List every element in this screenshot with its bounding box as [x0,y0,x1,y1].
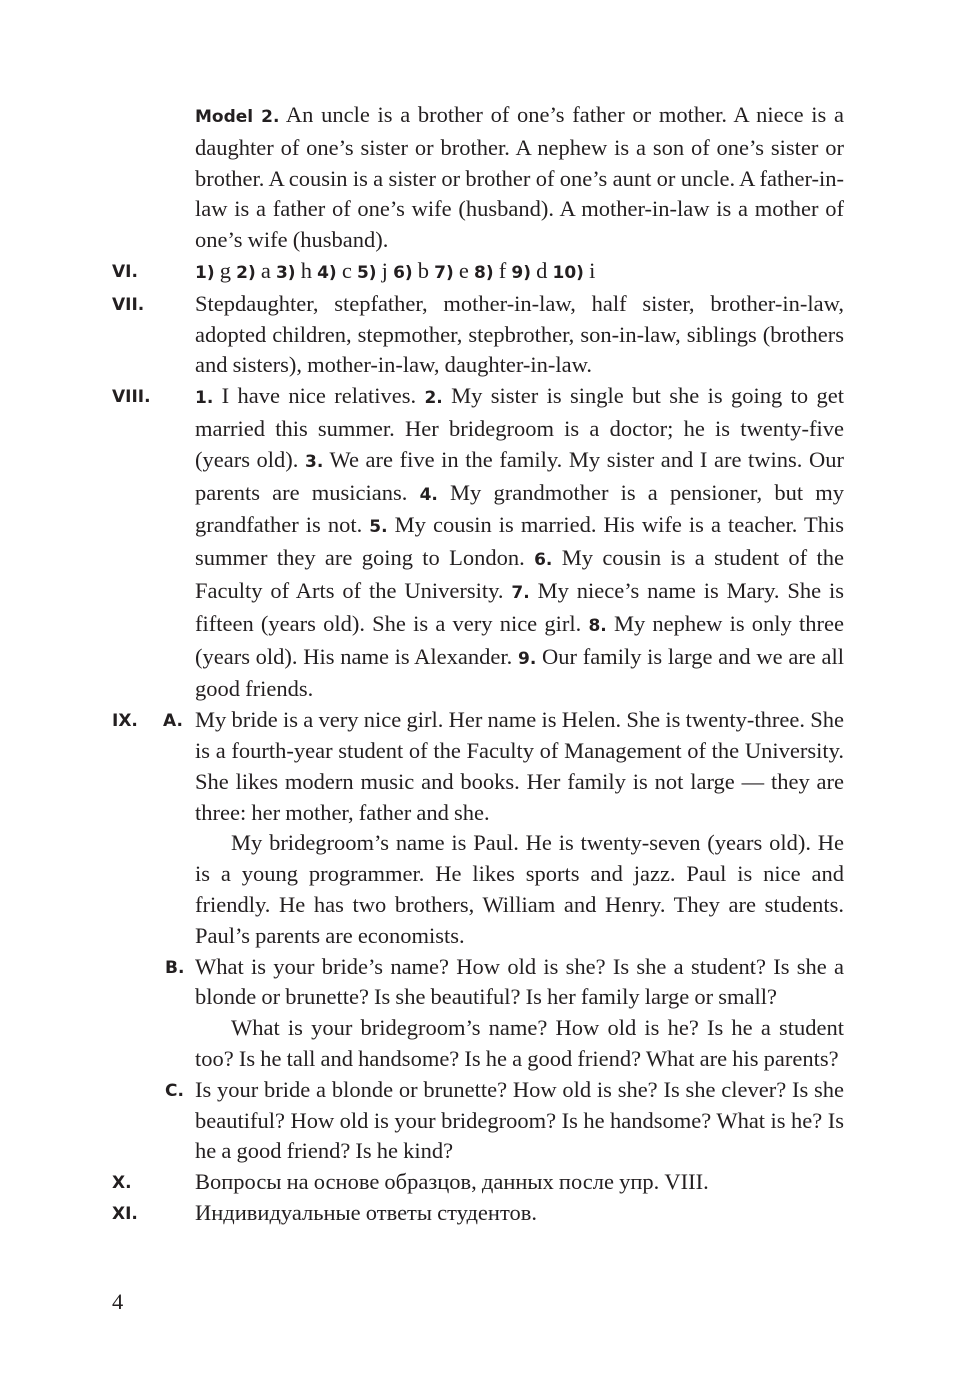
sentence-text: My niece’s name is Mary. She is fifteen (years old). She is a very nice girl. [195,577,844,636]
page-number: 4 [112,1289,124,1314]
exercise-9-part-a [0,705,957,951]
exercise-10-text: Вопросы на основе образцов, данных после упр. VIII. [195,1169,709,1195]
model-2-text: An uncle is a brother of one’s father or mother. A niece is a daughter of one’s sister or brother. A nephew is a son of one’s sister or brother. A cousin is a sister or brother of one’s aunt or uncle. A father-in-law is a father of one’s wife (husband). A mother-in-law is a mother of one’s wife (husband). [195,102,845,253]
exercise-6-label: VI. [112,261,138,282]
part-b-paragraph-1: What is your bride’s name? How old is she? Is she a student? Is she a blonde or brunette? Is she beautiful? Is her family large or small? [195,953,844,1010]
sentence-text: My cousin is a student of the Faculty of Arts of the University. [195,545,844,603]
exercise-9 [0,705,957,1167]
answer-letter: a [255,257,276,283]
part-a-label: A. [163,711,183,732]
answer-number: 2) [236,262,256,283]
answer-letter: f [493,257,512,283]
answer-letter: i [583,257,596,283]
model-2-paragraph [195,100,844,256]
exercise-8-text [195,381,844,705]
answer-number: 6) [393,262,413,283]
answer-letter: j [376,257,394,283]
exercise-10 [0,1167,957,1198]
exercise-8-label: VIII. [112,387,151,408]
answer-letter: e [453,257,475,283]
answer-letter: d [531,257,553,283]
exercise-11-text: Индивидуальные ответы студентов. [195,1199,537,1225]
sentence-number: 7. [511,582,530,603]
sentence-text: I have nice relatives. [213,383,425,409]
model-2-label: Model 2. [195,107,280,127]
sentence-number: 3. [305,451,324,472]
part-c-label: C. [165,1080,184,1101]
exercise-11-label: XI. [112,1203,138,1224]
answer-key-page [0,100,957,1229]
sentence-number: 9. [517,648,537,669]
part-b-label: B. [165,957,185,978]
exercise-6 [0,256,957,289]
sentence-number: 5. [369,517,388,538]
sentence-text: My sister is single but she is going to get married this summer. Her bridegroom is a doctor; he is twenty-five (years old). [195,383,844,472]
answer-number: 4) [317,262,337,283]
answer-letter: g [214,257,237,283]
answer-letter: c [336,257,357,283]
answer-number: 5) [356,262,377,283]
exercise-10-label: X. [112,1173,132,1194]
exercise-7-label: VII. [112,294,145,315]
part-a-paragraph-1: My bride is a very nice girl. Her name is Helen. She is twenty-three. She is a fourth-year student of the Faculty of Management of the University. She likes modern music and books. Her family is not large — they are three: her mother, father and she. [195,707,844,825]
sentence-number: 2. [424,388,443,409]
answer-number: 3) [275,262,296,283]
part-a-paragraph-2: My bridegroom’s name is Paul. He is twenty-seven (years old). He is a young programmer. He likes sports and jazz. Paul is nice and friendly. He has two brothers, William and Henry. They are students. Paul’s parents are economists. [195,830,844,948]
answer-number: 10) [552,262,584,283]
sentence-number: 6. [534,550,553,571]
sentence-number: 1. [195,388,214,409]
exercise-7-text: Stepdaughter, stepfather, mother-in-law, half sister, brother-in-law, adopted children, stepmother, stepbrother, son-in-law, siblings (brothers and sisters), mother-in-law, daughter-in-law. [195,290,844,378]
answer-number: 1) [195,262,215,283]
exercise-8 [0,381,957,705]
sentence-text: My nephew is only three (years old). His name is Alexander. [195,610,844,669]
exercise-6-answers [195,256,844,289]
exercise-7 [0,289,957,381]
sentence-text: My grandmother is a pensioner, but my grandfather is not. [195,479,844,538]
exercise-9-part-b [0,952,957,1075]
sentence-text: Our family is large and we are all good friends. [195,643,844,702]
exercise-9-label: IX. [112,711,138,732]
sentence-text: We are five in the family. My sister and I are twins. Our parents are musicians. [195,446,844,505]
exercise-9-part-c [0,1075,957,1167]
answer-number: 8) [474,262,494,283]
sentence-text: My cousin is married. His wife is a teacher. This summer they are going to London. [195,512,844,571]
sentence-number: 4. [419,484,438,505]
exercise-11 [0,1198,957,1229]
answer-number: 9) [511,262,531,283]
part-b-paragraph-2: What is your bridegroom’s name? How old is he? Is he a student too? Is he tall and handsome? Is he a good friend? What are his parents? [195,1015,844,1071]
answer-letter: b [412,257,435,283]
answer-letter: h [295,257,318,283]
part-c-paragraph: Is your bride a blonde or brunette? How old is she? Is she clever? Is she beautiful? How old is your bridegroom? Is he handsome? What is he? Is he a good friend? Is he kind? [195,1076,844,1164]
model-2-block [0,100,957,256]
sentence-number: 8. [588,615,607,636]
answer-number: 7) [434,262,454,283]
